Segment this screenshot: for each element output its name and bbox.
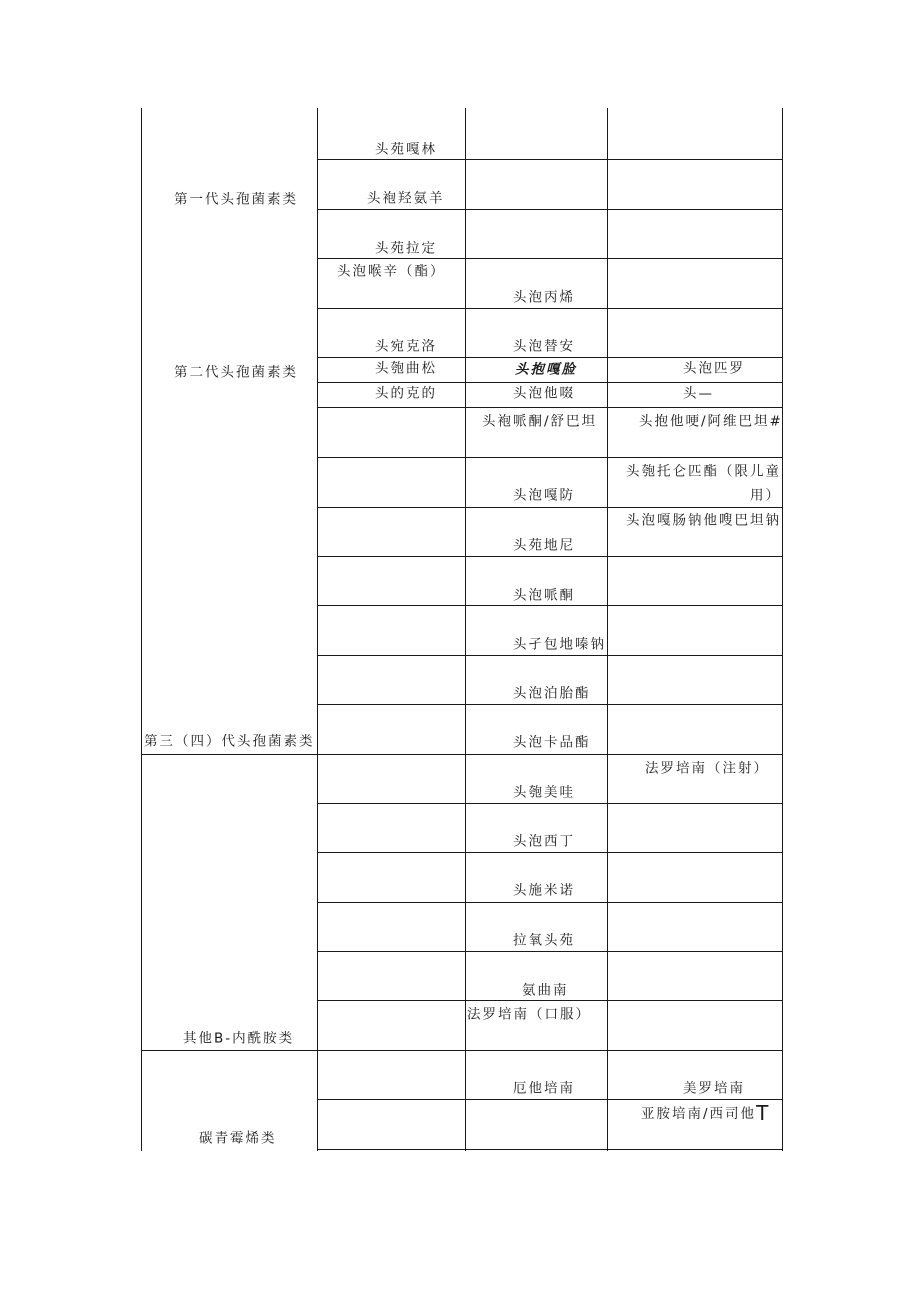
- grid-hline: [317, 605, 783, 606]
- grid-hline: [317, 507, 783, 508]
- drug-cell-text: 亚胺培南/西司他: [641, 1106, 757, 1122]
- grid-vline-right: [782, 108, 783, 1151]
- category-gen2: 第二代头孢菌素类: [174, 364, 298, 381]
- drug-cell: 厄他培南: [513, 1080, 575, 1097]
- grid-vline-col2: [465, 108, 466, 1151]
- drug-cell: 头孑包地嗪钠: [513, 636, 606, 653]
- drug-cell: [641, 1103, 768, 1123]
- grid-vline-col3: [607, 108, 608, 1151]
- category-other: 其他B-内酰胺类: [183, 1030, 295, 1047]
- drug-cell: 法罗培南（注射）: [645, 760, 769, 777]
- drug-cell: 头抱嘎脸: [515, 361, 577, 378]
- drug-cell: 头泡哌酮: [513, 587, 575, 604]
- grid-hline: [317, 308, 783, 309]
- grid-hline-category: [141, 754, 783, 755]
- drug-cell: 头泡他啜: [513, 385, 575, 402]
- grid-hline-category: [141, 1050, 783, 1051]
- drug-cell: 头匏曲松: [375, 360, 437, 377]
- drug-cell: 头袍羟氨羊: [367, 190, 445, 207]
- drug-cell: 头施米诺: [513, 882, 575, 899]
- grid-hline: [317, 556, 783, 557]
- drug-cell: 头泡泊胎酯: [513, 685, 591, 702]
- grid-hline: [317, 951, 783, 952]
- grid-hline: [317, 1099, 783, 1100]
- drug-cell: 头泡卡品酯: [513, 734, 591, 751]
- grid-hline: [317, 407, 783, 408]
- grid-vline-left: [141, 108, 142, 1151]
- grid-hline: [317, 803, 783, 804]
- category-gen1: 第一代头孢菌素类: [174, 191, 298, 208]
- drug-cell: 氨曲南: [522, 982, 569, 999]
- grid-hline: [317, 1149, 783, 1150]
- grid-hline: [317, 655, 783, 656]
- drug-cell: 头匏美哇: [513, 784, 575, 801]
- drug-cell: 头的克的: [375, 385, 437, 402]
- drug-cell: 头苑地尼: [513, 537, 575, 554]
- drug-cell: 头泡匹罗: [683, 360, 745, 377]
- drug-cell: 头苑嘎林: [375, 141, 437, 158]
- drug-cell: 头—: [683, 385, 714, 402]
- drug-cell-tail: T: [756, 1101, 769, 1125]
- grid-vline-col1: [317, 108, 318, 1151]
- drug-cell: 头苑拉定: [375, 240, 437, 257]
- grid-hline: [317, 382, 783, 383]
- drug-cell: 头宛克洛: [375, 338, 437, 355]
- grid-hline: [317, 209, 783, 210]
- drug-cell: 头泡喉辛（酯）: [337, 263, 446, 280]
- grid-hline: [317, 1000, 783, 1001]
- drug-cell: 头匏托仑匹酯（限儿童: [626, 463, 781, 480]
- drug-cell: 头泡丙烯: [513, 289, 575, 306]
- drug-cell: 拉氧头苑: [513, 932, 575, 949]
- grid-hline: [317, 258, 783, 259]
- drug-cell: 头泡替安: [513, 338, 575, 355]
- drug-cell: 头泡嘎肠钠他嗖巴坦钠: [626, 512, 781, 529]
- grid-hline: [317, 357, 783, 358]
- drug-cell: 头抱他哽/阿维巴坦#: [639, 413, 783, 430]
- drug-cell: 用）: [750, 487, 781, 504]
- grid-hline: [317, 704, 783, 705]
- category-gen3: 第三（四）代头孢菌素类: [144, 733, 315, 750]
- drug-cell: 头泡西丁: [513, 833, 575, 850]
- drug-cell: 头泡嘎防: [513, 487, 575, 504]
- grid-hline: [317, 902, 783, 903]
- grid-hline: [317, 457, 783, 458]
- drug-cell: 美罗培南: [683, 1080, 745, 1097]
- grid-hline: [317, 852, 783, 853]
- grid-hline: [317, 159, 783, 160]
- category-carbapenem: 碳青霉烯类: [199, 1130, 277, 1147]
- drug-cell: 头袍哌酮/舒巴坦: [482, 413, 598, 430]
- drug-cell: 法罗培南（口服）: [467, 1006, 591, 1023]
